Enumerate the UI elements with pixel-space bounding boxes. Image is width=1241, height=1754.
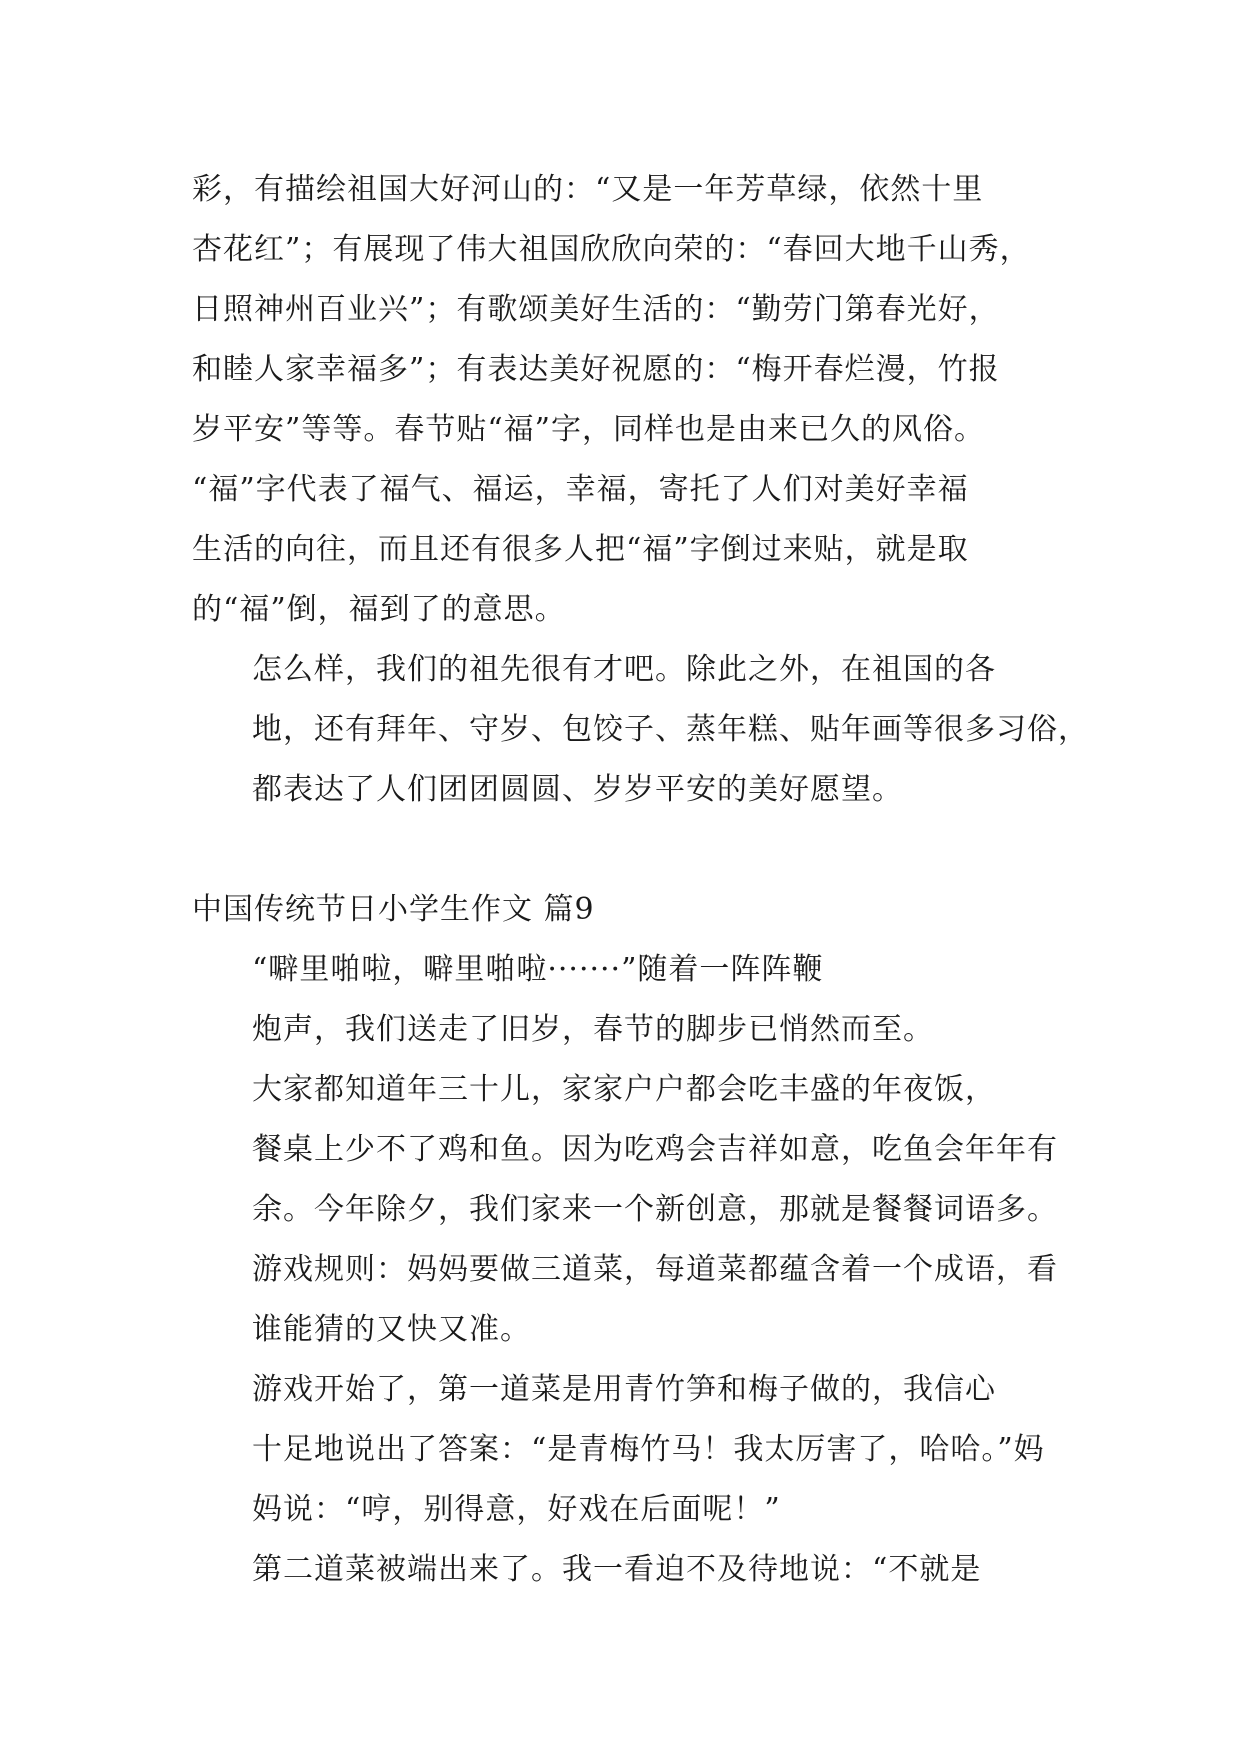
text-line: 和睦人家幸福多”；有表达美好祝愿的：“梅开春烂漫，竹报 <box>192 352 1000 387</box>
text-line: 岁平安”等等。春节贴“福”字，同样也是由来已久的风俗。 <box>192 412 986 447</box>
text-line: 生活的向往，而且还有很多人把“福”字倒过来贴，就是取 <box>192 532 969 567</box>
section-heading: 中国传统节日小学生作文 篇9 <box>192 892 595 927</box>
text-line: 餐桌上少不了鸡和鱼。因为吃鸡会吉祥如意，吃鱼会年年有 <box>252 1132 1058 1167</box>
text-line: 都表达了人们团团圆圆、岁岁平安的美好愿望。 <box>252 772 903 807</box>
text-line: 地，还有拜年、守岁、包饺子、蒸年糕、贴年画等很多习俗， <box>252 712 1089 747</box>
text-line: “噼里啪啦，噼里啪啦·······”随着一阵阵鞭 <box>252 952 824 987</box>
text-line: 日照神州百业兴”；有歌颂美好生活的：“勤劳门第春光好， <box>192 292 1000 327</box>
text-line: 彩，有描绘祖国大好河山的：“又是一年芳草绿，依然十里 <box>192 172 984 207</box>
text-line: “福”字代表了福气、福运，幸福，寄托了人们对美好幸福 <box>192 472 969 507</box>
text-line: 游戏开始了，第一道菜是用青竹笋和梅子做的，我信心 <box>252 1372 996 1407</box>
paragraph <box>192 640 1089 820</box>
text-line: 游戏规则：妈妈要做三道菜，每道菜都蕴含着一个成语，看 <box>252 1252 1058 1287</box>
text-line: 炮声，我们送走了旧岁，春节的脚步已悄然而至。 <box>252 1012 934 1047</box>
text-line: 的“福”倒，福到了的意思。 <box>192 592 566 627</box>
text-line: 第二道菜被端出来了。我一看迫不及待地说：“不就是 <box>252 1552 982 1587</box>
text-line: 杏花红”；有展现了伟大祖国欣欣向荣的：“春回大地千山秀， <box>192 232 1031 267</box>
text-line: 怎么样，我们的祖先很有才吧。除此之外，在祖国的各 <box>252 652 996 687</box>
text-line: 余。今年除夕，我们家来一个新创意，那就是餐餐词语多。 <box>252 1192 1058 1227</box>
paragraph <box>192 1060 1072 1360</box>
paragraph <box>192 940 1072 1060</box>
document-page <box>192 160 1089 1600</box>
paragraph <box>192 1540 1072 1600</box>
text-line: 十足地说出了答案：“是青梅竹马！我太厉害了，哈哈。”妈 <box>252 1432 1045 1467</box>
text-line: 妈说：“哼，别得意，好戏在后面呢！” <box>252 1492 781 1527</box>
essay-body-section-9 <box>192 940 1072 1600</box>
paragraph <box>192 160 1072 640</box>
paragraph <box>192 1360 1072 1540</box>
text-line: 大家都知道年三十儿，家家户户都会吃丰盛的年夜饭， <box>252 1072 996 1107</box>
essay-body-previous <box>192 160 1089 820</box>
text-line: 谁能猜的又快又准。 <box>252 1312 531 1347</box>
